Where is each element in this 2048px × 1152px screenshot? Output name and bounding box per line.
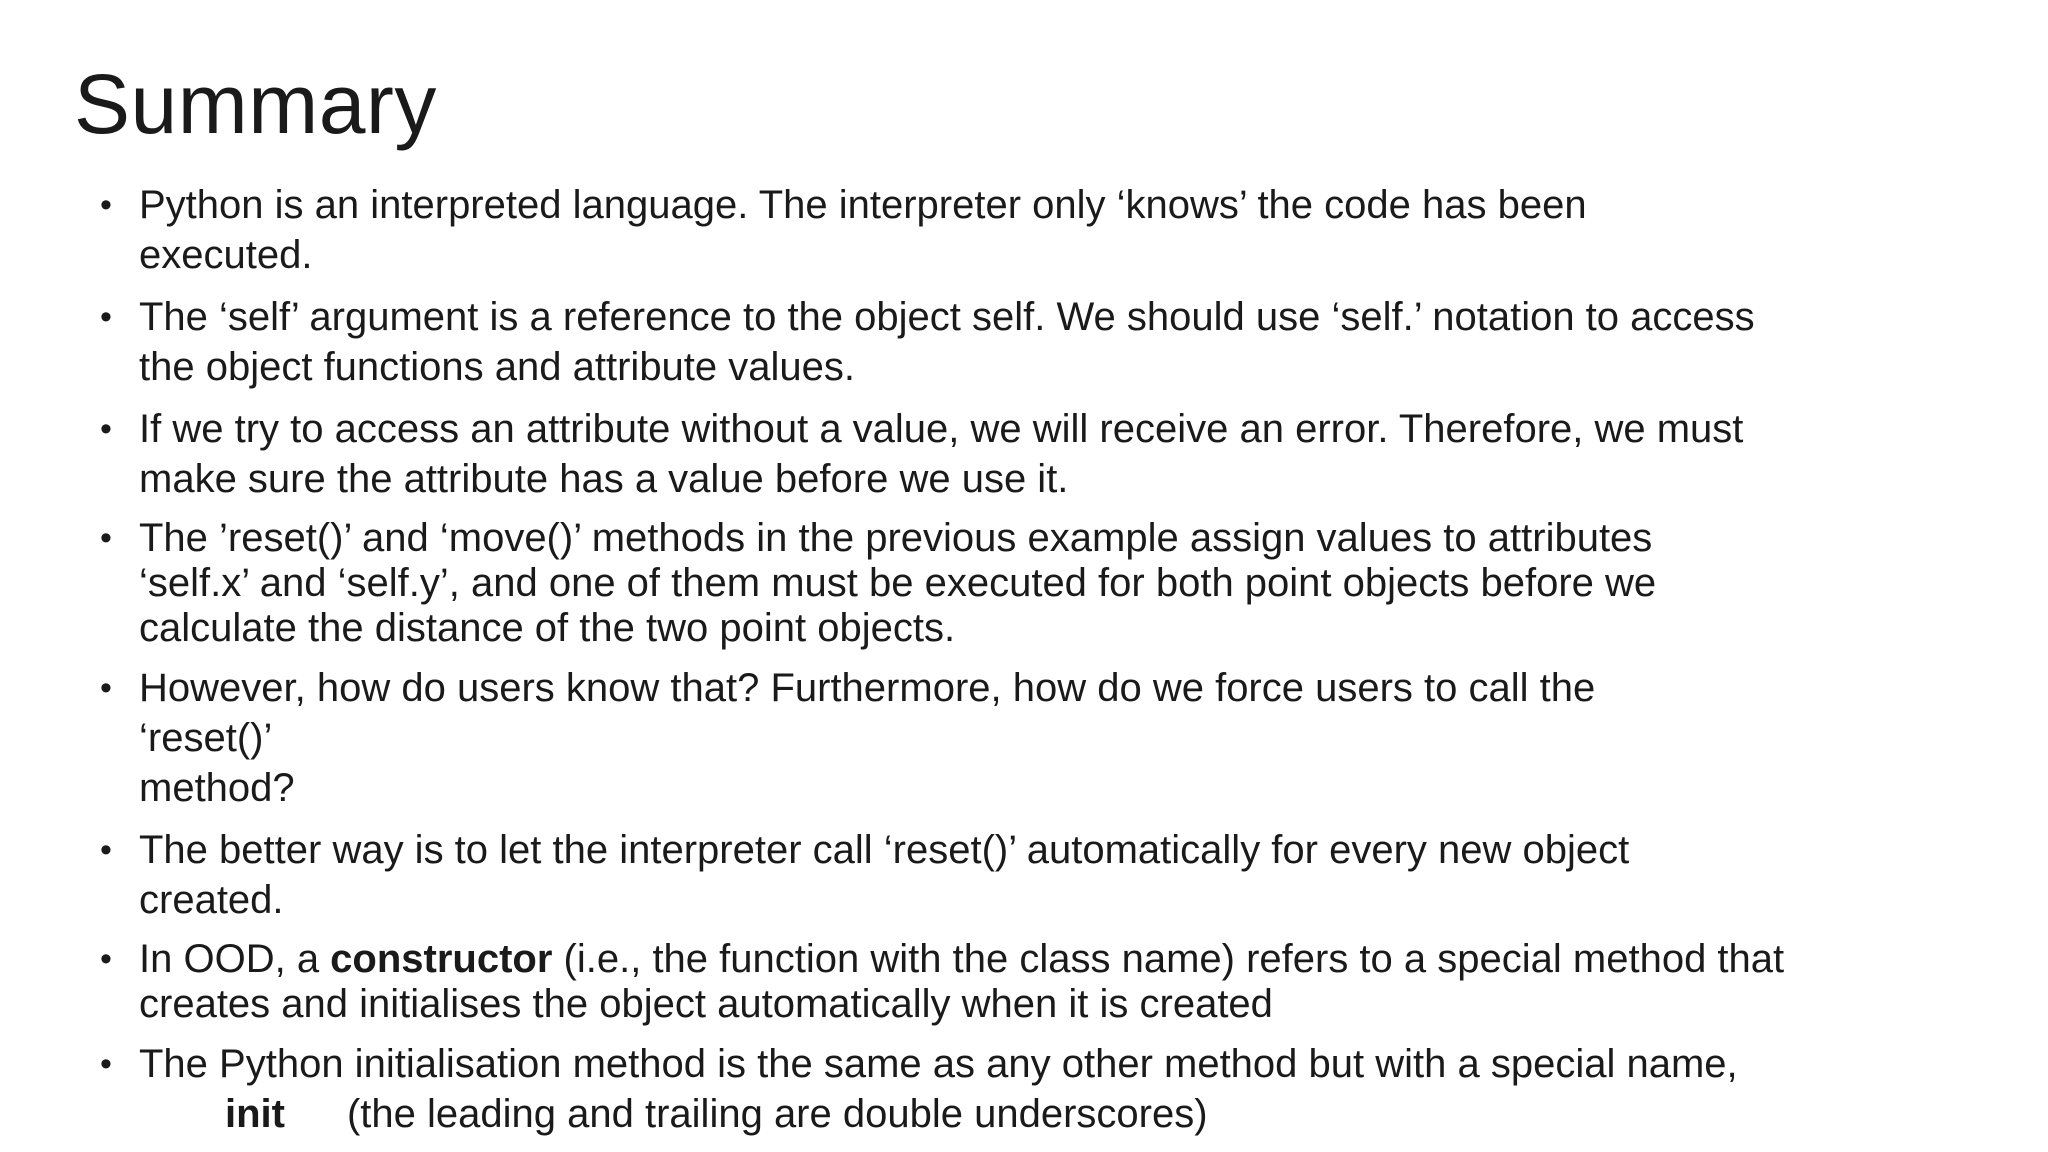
bullet-dot-icon: •: [100, 186, 112, 224]
bullet-text-line: However, how do users know that? Furthermore, how do we force users to call the: [139, 666, 1596, 710]
bullet-dot-icon: •: [100, 410, 112, 448]
bullet-list: [100, 180, 1890, 1151]
bullet-item: [100, 404, 1890, 504]
constructor-term: constructor: [330, 937, 553, 981]
bullet-text-segment: (the leading and trailing are double underscores): [346, 1092, 1208, 1136]
init-term: init: [225, 1092, 285, 1136]
bullet-text-line: make sure the attribute has a value before we use it.: [139, 457, 1069, 501]
bullet-item: [100, 292, 1890, 392]
bullet-text-line: calculate the distance of the two point objects.: [139, 606, 956, 650]
bullet-item: [100, 180, 1890, 280]
bullet-item: [100, 516, 1890, 651]
bullet-dot-icon: •: [100, 940, 112, 978]
bullet-dot-icon: •: [100, 298, 112, 336]
bullet-item: [100, 1039, 1890, 1139]
bullet-item: [100, 937, 1890, 1027]
bullet-text-line: method?: [139, 766, 295, 810]
bullet-text-line: If we try to access an attribute without a value, we will receive an error. Therefore, we must: [139, 407, 1744, 451]
bullet-text-line: executed.: [139, 233, 313, 277]
bullet-text-segment: (i.e., the function with the class name) refers to a special method that: [552, 937, 1785, 981]
bullet-dot-icon: •: [100, 831, 112, 869]
bullet-text-segment: In OOD, a: [139, 937, 331, 981]
bullet-item: [100, 663, 1890, 813]
bullet-dot-icon: •: [100, 669, 112, 707]
bullet-dot-icon: •: [100, 519, 112, 557]
slide-title: Summary: [74, 57, 437, 151]
bullet-text-line: creates and initialises the object automatically when it is created: [139, 982, 1273, 1026]
bullet-text-line: [139, 937, 1890, 982]
bullet-dot-icon: •: [100, 1045, 112, 1083]
bullet-text-line: [139, 1089, 1890, 1139]
bullet-text-line: The ‘self’ argument is a reference to the object self. We should use ‘self.’ notation to access: [139, 295, 1755, 339]
bullet-item: [100, 825, 1890, 925]
bullet-text-line: The better way is to let the interpreter call ‘reset()’ automatically for every new object: [139, 828, 1630, 872]
bullet-text-line: Python is an interpreted language. The interpreter only ‘knows’ the code has been: [139, 183, 1587, 227]
bullet-text-line: created.: [139, 878, 284, 922]
bullet-text-line: the object functions and attribute values.: [139, 345, 856, 389]
bullet-text-line: The ’reset()’ and ‘move()’ methods in the previous example assign values to attributes: [139, 516, 1653, 560]
bullet-text-line: ‘self.x’ and ‘self.y’, and one of them must be executed for both point objects before we: [139, 561, 1657, 605]
bullet-text-line: ‘reset()’: [139, 716, 273, 760]
bullet-text-line: The Python initialisation method is the same as any other method but with a special name,: [139, 1042, 1738, 1086]
